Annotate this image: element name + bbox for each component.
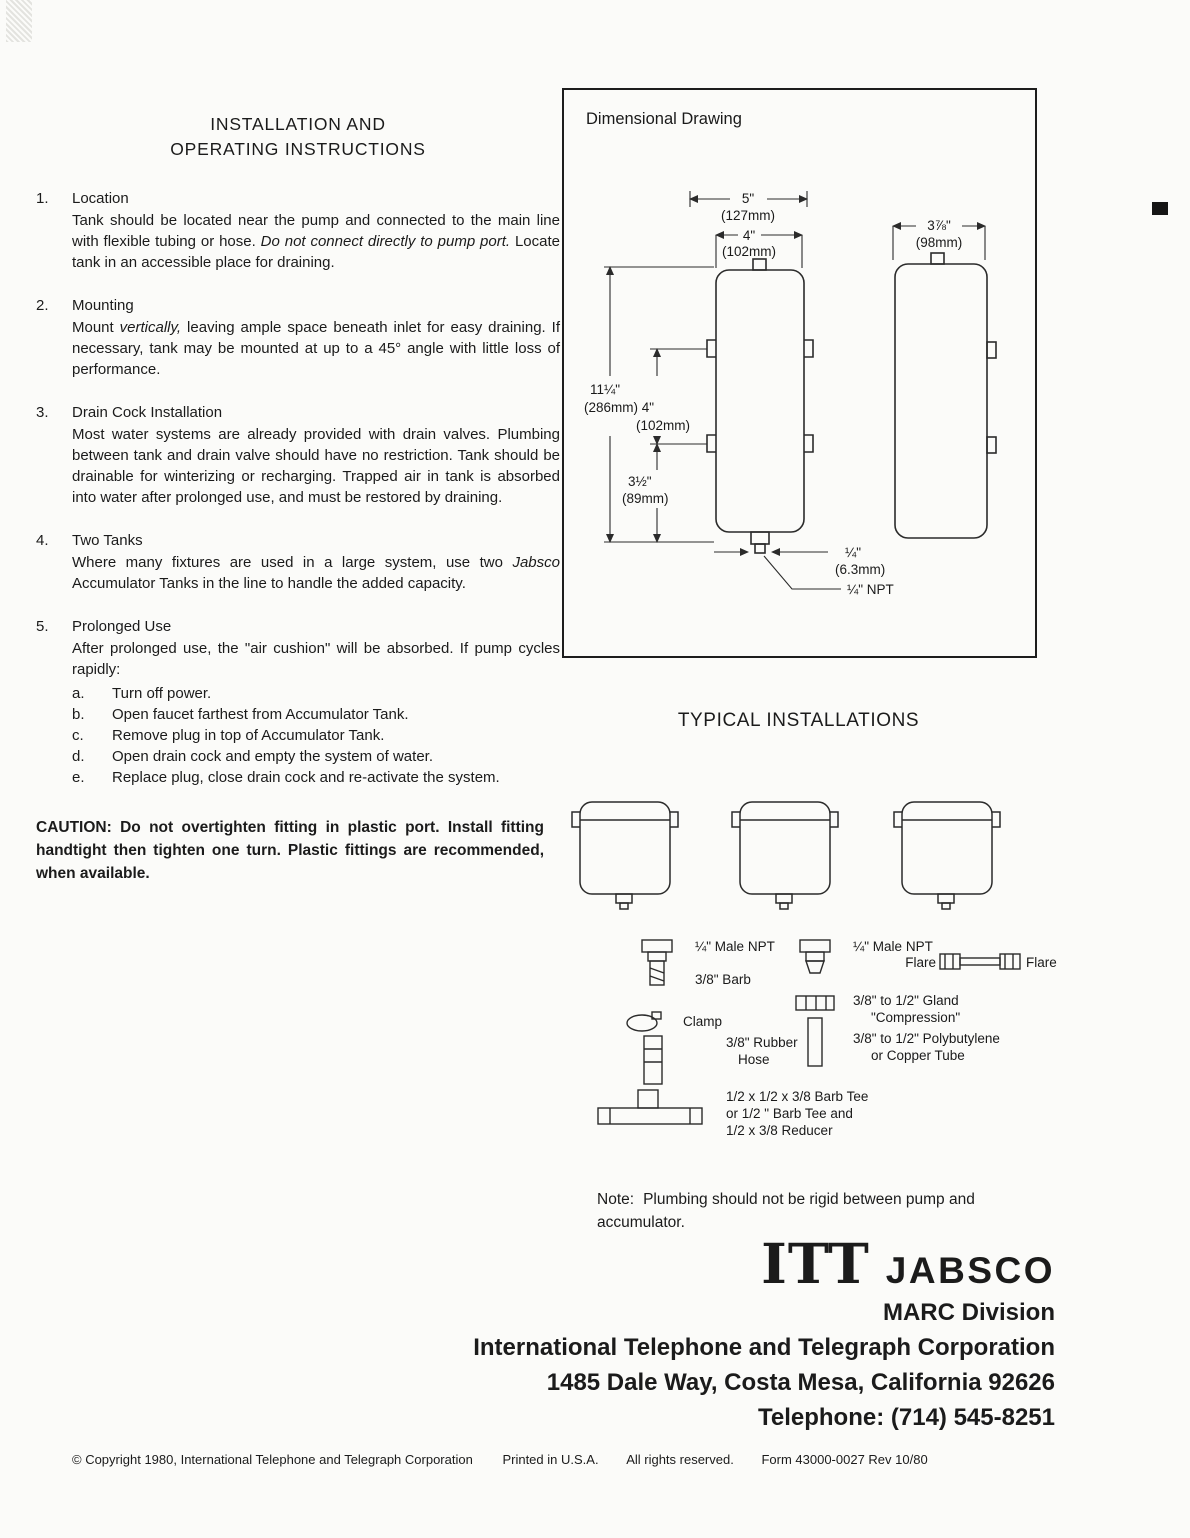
sub-step-letter: d. <box>72 748 85 765</box>
company-address: 1485 Dale Way, Costa Mesa, California 92626 <box>546 1369 1055 1396</box>
accumulator-tank-sketch <box>732 802 838 909</box>
body-italic: Do not connect directly to pump port. <box>260 233 511 250</box>
item-heading: Drain Cock Installation <box>72 404 223 421</box>
label-rubber-hose-2: Hose <box>738 1052 770 1067</box>
body-text: Most water systems are already provided with drain valves. Plumbing between tank and drain valve should have no restriction. Tank should be drainable for winterizing or recharging. Trapped air in tank is absorbed into water after prolonged use, and must be restored by draining. <box>72 426 560 506</box>
jabsco-logo: JABSCO <box>885 1250 1055 1291</box>
sub-step-text: Open drain cock and empty the system of water. <box>112 748 433 765</box>
dim-port-npt: ¼" NPT <box>847 582 894 597</box>
item-number: 5. <box>36 618 49 635</box>
body-italic: Jabsco <box>512 554 560 571</box>
item-body <box>72 638 560 680</box>
label-male-npt-2: ¼" Male NPT <box>853 939 933 954</box>
note-label: Note: <box>597 1190 635 1208</box>
dim-height-102mm: (102mm) <box>636 418 691 433</box>
instruction-item-two-tanks <box>36 532 560 594</box>
division-name: MARC Division <box>882 1299 1055 1326</box>
logo-row <box>400 1231 1055 1296</box>
accumulator-tank-sketch <box>572 802 678 909</box>
scan-speckle-artifact <box>6 0 32 42</box>
corporation-name: International Telephone and Telegraph Corporation <box>473 1334 1055 1361</box>
printed-in-text: Printed in U.S.A. <box>502 1452 599 1467</box>
scan-edge-mark-artifact <box>1152 202 1168 215</box>
caution-paragraph: CAUTION: Do not overtighten fitting in plastic port. Install fitting handtight then tighten one turn. Plastic fittings are recommended, when available. <box>36 819 544 882</box>
tank-front-view <box>707 259 813 553</box>
body-text: leaving ample space beneath inlet for easy draining. If necessary, tank may be mounted at up to a 45° angle with little loss of performance. <box>72 319 561 378</box>
instruction-item-drain-cock <box>36 404 560 508</box>
sub-step <box>72 746 560 767</box>
label-tube-2: or Copper Tube <box>871 1048 965 1063</box>
sub-step <box>72 683 560 704</box>
dim-height-286mm-4in: (286mm) 4" <box>584 400 655 415</box>
dim-height-11-14in: 11¼" <box>590 382 621 397</box>
typical-installations-heading: TYPICAL INSTALLATIONS <box>677 710 920 731</box>
accumulator-tank-sketch <box>894 802 1000 909</box>
body-italic: vertically, <box>119 319 182 336</box>
body-text: Tank should be located near the pump and connected to the main line with flexible tubing or hose. <box>72 212 560 250</box>
sub-step-letter: a. <box>72 685 85 702</box>
itt-logo: ITT <box>761 1231 870 1296</box>
body-text: Locate tank in an accessible place for draining. <box>72 233 560 271</box>
item-body <box>72 317 560 380</box>
label-flare-right: Flare <box>1026 955 1057 970</box>
company-phone: Telephone: (714) 545-8251 <box>757 1404 1055 1431</box>
body-text: After prolonged use, the "air cushion" will be absorbed. If pump cycles rapidly: <box>72 640 560 678</box>
item-body <box>72 424 560 508</box>
sub-step <box>72 725 560 746</box>
dimensional-drawing <box>564 90 1035 656</box>
rights-text: All rights reserved. <box>626 1452 734 1467</box>
item-number: 4. <box>36 532 49 549</box>
tank-side-view <box>895 253 996 538</box>
sub-step-letter: b. <box>72 706 85 723</box>
label-gland-1: 3/8" to 1/2" Gland <box>853 993 959 1008</box>
form-number: Form 43000-0027 Rev 10/80 <box>761 1452 928 1467</box>
sub-step-text: Remove plug in top of Accumulator Tank. <box>112 727 385 744</box>
dim-port-14in: ¼" <box>845 545 862 560</box>
company-branding <box>400 1231 1055 1432</box>
label-barb: 3/8" Barb <box>695 972 751 987</box>
note-text: Plumbing should not be rigid between pump and accumulator. <box>597 1190 975 1231</box>
item-body <box>72 552 560 594</box>
copyright-text: © Copyright 1980, International Telephone and Telegraph Corporation <box>72 1452 473 1467</box>
sub-step-letter: c. <box>72 727 84 744</box>
sub-step-text: Turn off power. <box>112 685 212 702</box>
sub-step-text: Replace plug, close drain cock and re-activate the system. <box>112 769 500 786</box>
page-title-line2: OPERATING INSTRUCTIONS <box>170 139 426 159</box>
sub-step-letter: e. <box>72 769 85 786</box>
body-text: Where many fixtures are used in a large system, use two <box>72 554 513 571</box>
item-heading: Prolonged Use <box>72 618 172 635</box>
dim-width-127mm: (127mm) <box>720 208 776 223</box>
item-heading: Mounting <box>72 297 134 314</box>
body-text: Mount <box>72 319 120 336</box>
item-number: 3. <box>36 404 49 421</box>
body-text: Accumulator Tanks in the line to handle the added capacity. <box>72 575 466 592</box>
item-heading: Two Tanks <box>72 532 143 549</box>
label-clamp: Clamp <box>683 1014 723 1029</box>
dimensional-drawing-box <box>562 88 1037 658</box>
sub-step <box>72 767 560 788</box>
sub-step <box>72 704 560 725</box>
instructions-column <box>36 112 560 885</box>
sub-steps-list <box>72 683 560 788</box>
label-male-npt-1: ¼" Male NPT <box>695 939 775 954</box>
dim-port-63mm: (6.3mm) <box>835 562 886 577</box>
footer <box>72 1452 1162 1467</box>
page-title-line1: INSTALLATION AND <box>210 114 386 134</box>
page-title <box>36 112 560 162</box>
dim-height-89mm: (89mm) <box>622 491 669 506</box>
label-rubber-hose-1: 3/8" Rubber <box>726 1035 798 1050</box>
dim-width-5in: 5" <box>741 191 755 206</box>
label-flare-left: Flare <box>905 955 936 970</box>
item-body <box>72 210 560 273</box>
label-gland-2: "Compression" <box>871 1010 961 1025</box>
dim-height-3-12in: 3½" <box>628 474 652 489</box>
typical-installations-drawing <box>562 786 1067 1168</box>
dim-width-3-78in: 3⅞" <box>927 218 951 233</box>
plumbing-note <box>597 1188 1049 1234</box>
item-number: 1. <box>36 190 49 207</box>
instruction-item-mounting <box>36 297 560 380</box>
dimensional-drawing-title: Dimensional Drawing <box>586 110 742 128</box>
item-number: 2. <box>36 297 49 314</box>
label-tee-1: 1/2 x 1/2 x 3/8 Barb Tee <box>726 1089 869 1104</box>
instruction-item-location <box>36 190 560 273</box>
label-tee-3: 1/2 x 3/8 Reducer <box>726 1123 833 1138</box>
sub-step-text: Open faucet farthest from Accumulator Tank. <box>112 706 409 723</box>
label-tee-2: or 1/2 " Barb Tee and <box>726 1106 853 1121</box>
item-heading: Location <box>72 190 129 207</box>
instruction-item-prolonged-use <box>36 618 560 788</box>
dim-width-98mm: (98mm) <box>915 235 963 250</box>
label-tube-1: 3/8" to 1/2" Polybutylene <box>853 1031 1000 1046</box>
dim-width-4in: 4" <box>742 228 756 243</box>
dim-width-102mm: (102mm) <box>721 244 777 259</box>
